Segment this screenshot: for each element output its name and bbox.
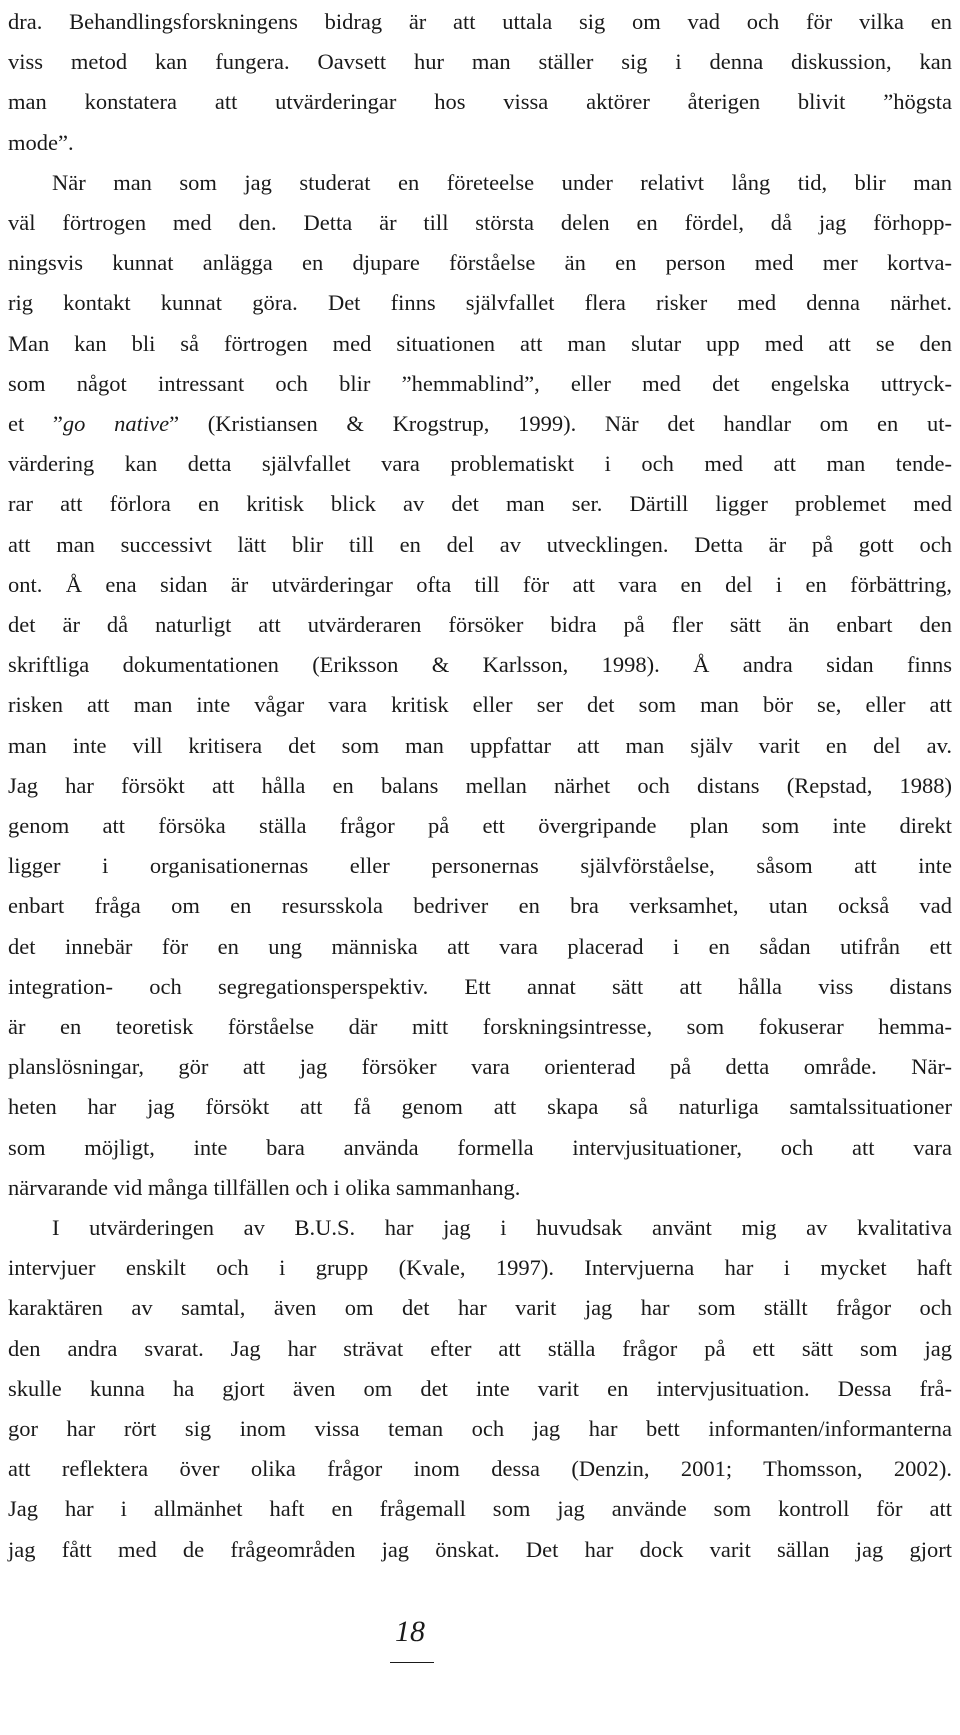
emphasis: go native — [62, 411, 170, 436]
text-line: närvarande vid många tillfällen och i olika sammanhang. — [8, 1174, 521, 1200]
text-line: är en teoretisk förståelse där mitt forskningsintresse, som fokuserar hemma- — [8, 1014, 952, 1039]
text-line: att reflektera över olika frågor inom dessa (Denzin, 2001; Thomsson, 2002). — [8, 1456, 952, 1482]
text-line: väl förtrogen med den. Detta är till största delen en fördel, då jag förhopp- — [8, 210, 952, 235]
text-line: planslösningar, gör att jag försöker vara orienterad på detta område. När- — [8, 1054, 952, 1080]
text-line: man inte vill kritisera det som man uppfattar att man själv varit en del av. — [8, 732, 952, 758]
text-line: skriftliga dokumentationen (Eriksson & Karlsson, 1998). Å andra sidan finns — [8, 652, 952, 678]
text-line: Jag har i allmänhet haft en frågemall som jag använde som kontroll för att — [8, 1496, 952, 1522]
text-line: det är då naturligt att utvärderaren försöker bidra på fler sätt än enbart den — [8, 612, 952, 637]
text-line: ningsvis kunnat anlägga en djupare förståelse än en person med mer kortva- — [8, 250, 952, 276]
text-line: dra. Behandlingsforskningens bidrag är att uttala sig om vad och för vilka en — [8, 9, 952, 34]
text-line: som möjligt, inte bara använda formella intervjusituationer, och att vara — [8, 1134, 952, 1160]
text-line: gor har rört sig inom vissa teman och jag har bett informanten/informanterna — [8, 1416, 952, 1441]
text-line: intervjuer enskilt och i grupp (Kvale, 1997). Intervjuerna har i mycket haft — [8, 1255, 952, 1281]
text-line: det innebär för en ung människa att vara placerad i en sådan utifrån ett — [8, 933, 952, 959]
text-line: heten har jag försökt att få genom att skapa så naturliga samtalssituationer — [8, 1094, 952, 1120]
text-line: som något intressant och blir ”hemmablind”, eller med det engelska uttryck- — [8, 370, 952, 396]
text-line: viss metod kan fungera. Oavsett hur man ställer sig i denna diskussion, kan — [8, 49, 952, 75]
text-line: risken att man inte vågar vara kritisk eller ser det som man bör se, eller att — [8, 692, 952, 718]
text-line: Jag har försökt att hålla en balans mellan närhet och distans (Repstad, 1988) — [8, 772, 952, 798]
text-line: man konstatera att utvärderingar hos vissa aktörer återigen blivit ”högsta — [8, 89, 952, 115]
text-line: et ”go native” (Kristiansen & Krogstrup, 1999). När det handlar om en ut- — [8, 411, 952, 436]
text-line: genom att försöka ställa frågor på ett övergripande plan som inte direkt — [8, 813, 952, 838]
text-line: När man som jag studerat en företeelse under relativt lång tid, blir man — [52, 169, 952, 195]
text-line: integration- och segregationsperspektiv. Ett annat sätt att hålla viss distans — [8, 973, 952, 999]
text-line: ligger i organisationernas eller personernas självförståelse, såsom att inte — [8, 853, 952, 879]
text-line: karaktären av samtal, även om det har varit jag har som ställt frågor och — [8, 1295, 952, 1321]
text-line: jag fått med de frågeområden jag önskat. Det har dock varit sällan jag gjort — [8, 1536, 952, 1562]
page-number: 18 — [395, 1615, 425, 1648]
text-line: Man kan bli så förtrogen med situationen att man slutar upp med att se den — [8, 330, 952, 356]
text-line: den andra svarat. Jag har strävat efter att ställa frågor på ett sätt som jag — [8, 1335, 952, 1361]
text-line: enbart fråga om en resursskola bedriver en bra verksamhet, utan också vad — [8, 893, 952, 919]
text-line: att man successivt lätt blir till en del av utvecklingen. Detta är på gott och — [8, 531, 952, 557]
text-line: rar att förlora en kritisk blick av det man ser. Därtill ligger problemet med — [8, 491, 952, 517]
text-line: I utvärderingen av B.U.S. har jag i huvudsak använt mig av kvalitativa — [52, 1215, 952, 1240]
text-line: mode”. — [8, 129, 74, 155]
page-number-rule — [390, 1662, 434, 1663]
text-line: rig kontakt kunnat göra. Det finns självfallet flera risker med denna närhet. — [8, 290, 952, 316]
text-line: värdering kan detta självfallet vara problematiskt i och med att man tende- — [8, 451, 952, 477]
text-line: ont. Å ena sidan är utvärderingar ofta till för att vara en del i en förbättring, — [8, 571, 952, 597]
text-line: skulle kunna ha gjort även om det inte varit en intervjusituation. Dessa frå- — [8, 1375, 952, 1401]
